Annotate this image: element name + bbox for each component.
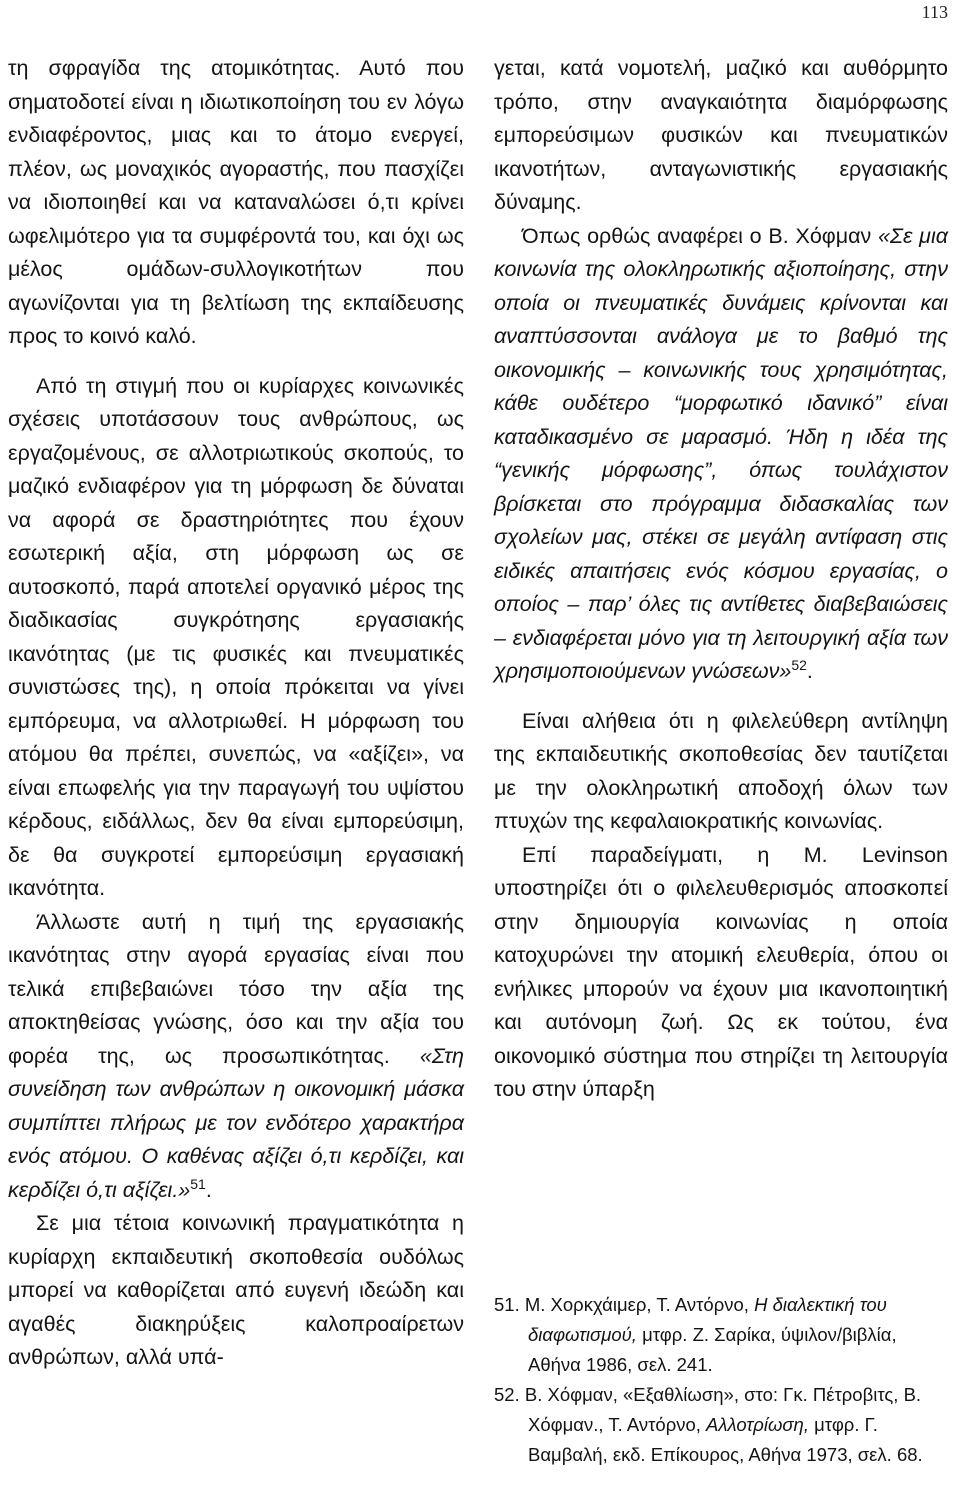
footnote-51 (494, 1290, 948, 1380)
footnotes (494, 1290, 948, 1470)
footnote-number: 52. (494, 1384, 520, 1405)
left-paragraph-3: Άλλωστε αυτή η τιμή της εργασιακής ικανότητας στην αγορά εργασίας είναι που τελικά επιβεβαιώνει τόσο την αξία της αποκτηθείσας γνώσης, όσο και την αξία του φορέα της, ως προσωπικότητας. «Στη συνείδηση των ανθρώπων η οικονομική μάσκα συμπίπτει πλήρως με τον ενδότερο χαρακτήρα ενός ατόμου. Ο καθένας αξίζει ό,τι κερδίζει, και κερδίζει ό,τι αξίζει.»$^{51}$. (8, 909, 464, 1202)
footnote-details: μτφρ. Γ. Βαμβαλή, εκδ. Επίκουρος, Αθήνα 1973, σελ. 68. (528, 1414, 923, 1465)
footnote-ref-52[interactable]: 52 (791, 656, 807, 673)
footnote-authors: Μ. Χορκχάιμερ, Τ. Αντόρνο, (524, 1294, 749, 1315)
right-paragraph-2-text: Όπως ορθώς αναφέρει ο Β. Χόφμαν (522, 223, 872, 248)
right-paragraph-4: Επί παραδείγματι, η Μ. Levinson υποστηρίζει ότι ο φιλελευθερισμός αποσκοπεί στην δημιουργία κοινωνίας η οποία κατοχυρώνει την ατομική ελευθερία, όπου οι ενήλικες μπορούν να έχουν μια ικανοποιητική και αυτόνομη ζωή. Ως εκ τούτου, ένα οικονομικό σύστημα που στηρίζει τη λειτουργία του στην ύπαρξη (494, 842, 948, 1101)
page-number: 113 (921, 2, 948, 22)
hofmann-horkheimer-quote: «Στη συνείδηση των ανθρώπων η οικονομική μάσκα συμπίπτει πλήρως με τον ενδότερο χαρακτήρα ενός ατόμου. Ο καθένας αξίζει ό,τι κερδίζει, και κερδίζει ό,τι αξίζει.» (8, 1043, 464, 1202)
right-paragraph-3: Είναι αλήθεια ότι η φιλελεύθερη αντίληψη της εκπαιδευτικής σκοποθεσίας δεν ταυτίζεται με την ολοκληρωτική αποδοχή όλων των πτυχών της κεφαλαιοκρατικής κοινωνίας. (494, 708, 948, 833)
footnote-number: 51. (494, 1294, 520, 1315)
footnote-title: Η διαλεκτική του διαφωτισμού, (528, 1294, 887, 1345)
right-column (494, 52, 948, 1107)
footnote-details: μτφρ. Ζ. Σαρίκα, ύψιλον/βιβλία, Αθήνα 1986, σελ. 241. (528, 1324, 897, 1375)
left-paragraph-2: Από τη στιγμή που οι κυρίαρχες κοινωνικές σχέσεις υποτάσσουν τους ανθρώπους, ως εργαζομένους, σε αλλοτριωτικούς σκοπούς, το μαζικό ενδιαφέρον για τη μόρφωση δε δύναται να αφορά σε δραστηριότητες που έχουν εσωτερική αξία, στη μόρφωση ως σε αυτοσκοπό, παρά αποτελεί οργανικό μέρος της διαδικασίας συγκρότησης εργασιακής ικανότητας (με τις φυσικές και πνευματικές συνιστώσες της), η οποία πρόκειται να γίνει εμπόρευμα, να αλλοτριωθεί. Η μόρφωση του ατόμου θα πρέπει, συνεπώς, να «αξίζει», να είναι επωφελής για την παραγωγή του υψίστου κέρδους, ειδάλλως, δεν θα είναι εμπορεύσιμη, δε θα συγκροτεί εμπορεύσιμη εργασιακή ικανότητα. (8, 373, 464, 900)
right-paragraph-2: Όπως ορθώς αναφέρει ο Β. Χόφμαν «Σε μια κοινωνία της ολοκληρωτικής αξιοποίησης, στην οποία οι πνευματικές δυνάμεις κρίνονται και αναπτύσσονται ανάλογα με το βαθμό της οικονομικής – κοινωνικής τους χρησιμότητας, κάθε ουδέτερο “μορφωτικό ιδανικό” είναι καταδικασμένο σε μαρασμό. Ήδη η ιδέα της “γενικής μόρφωσης”, όπως τουλάχιστον βρίσκεται στο πρόγραμμα διδασκαλίας των σχολείων μας, στέκει σε μεγάλη αντίφαση στις ειδικές απαιτήσεις ενός κόσμου εργασίας, ο οποίος – παρ’ όλες τις αντίθετες διαβεβαιώσεις – ενδιαφέρεται μόνο για τη λειτουργική αξία των χρησιμοποιούμενων γνώσεων»$^{52}$. (494, 223, 948, 683)
left-paragraph-4: Σε μια τέτοια κοινωνική πραγματικότητα η κυρίαρχη εκπαιδευτική σκοποθεσία ουδόλως μπορεί να καθορίζεται από ευγενή ιδεώδη και αγαθές διακηρύξεις καλοπροαίρετων ανθρώπων, αλλά υπά- (8, 1211, 464, 1369)
left-paragraph-3-text: Άλλωστε αυτή η τιμή της εργασιακής ικανότητας στην αγορά εργασίας είναι που τελικά επιβεβαιώνει τόσο την αξία της αποκτηθείσας γνώσης, όσο και την αξία του φορέα της, ως προσωπικότητας. (8, 909, 464, 1068)
footnote-authors: Β. Χόφμαν, «Εξαθλίωση», στο: Γκ. Πέτροβιτς, Β. Χόφμαν., Τ. Αντόρνο, (524, 1384, 922, 1435)
footnote-52 (494, 1380, 948, 1470)
left-paragraph-1: τη σφραγίδα της ατομικότητας. Αυτό που σηματοδοτεί είναι η ιδιωτικοποίηση του εν λόγω ενδιαφέροντος, μιας και το άτομο ενεργεί, πλέον, ως μοναχικός αγοραστής, που πασχίζει να ιδιοποιηθεί και να καταναλώσει ό,τι κρίνει ωφελιμότερο για τα συμφέροντά του, και όχι ως μέλος ομάδων-συλλογικοτήτων που αγωνίζονται για τη βελτίωση της εκπαίδευσης προς το κοινό καλό. (8, 56, 464, 348)
hofmann-quote: «Σε μια κοινωνία της ολοκληρωτικής αξιοποίησης, στην οποία οι πνευματικές δυνάμεις κρίνονται και αναπτύσσονται ανάλογα με το βαθμό της οικονομικής – κοινωνικής τους χρησιμότητας, κάθε ουδέτερο “μορφωτικό ιδανικό” είναι καταδικασμένο σε μαρασμό. Ήδη η ιδέα της “γενικής μόρφωσης”, όπως τουλάχιστον βρίσκεται στο πρόγραμμα διδασκαλίας των σχολείων μας, στέκει σε μεγάλη αντίφαση στις ειδικές απαιτήσεις ενός κόσμου εργασίας, ο οποίος – παρ’ όλες τις αντίθετες διαβεβαιώσεις – ενδιαφέρεται μόνο για τη λειτουργική αξία των χρησιμοποιούμενων γνώσεων» (494, 223, 948, 683)
footnote-ref-51[interactable]: 51 (190, 1175, 206, 1192)
footnote-title: Αλλοτρίωση, (706, 1414, 809, 1435)
left-column (8, 52, 464, 1375)
right-paragraph-1: γεται, κατά νομοτελή, μαζικό και αυθόρμητο τρόπο, στην αναγκαιότητα διαμόρφωσης εμπορεύσιμων φυσικών και πνευματικών ικανοτήτων, ανταγωνιστικής εργασιακής δύναμης. (494, 56, 948, 214)
